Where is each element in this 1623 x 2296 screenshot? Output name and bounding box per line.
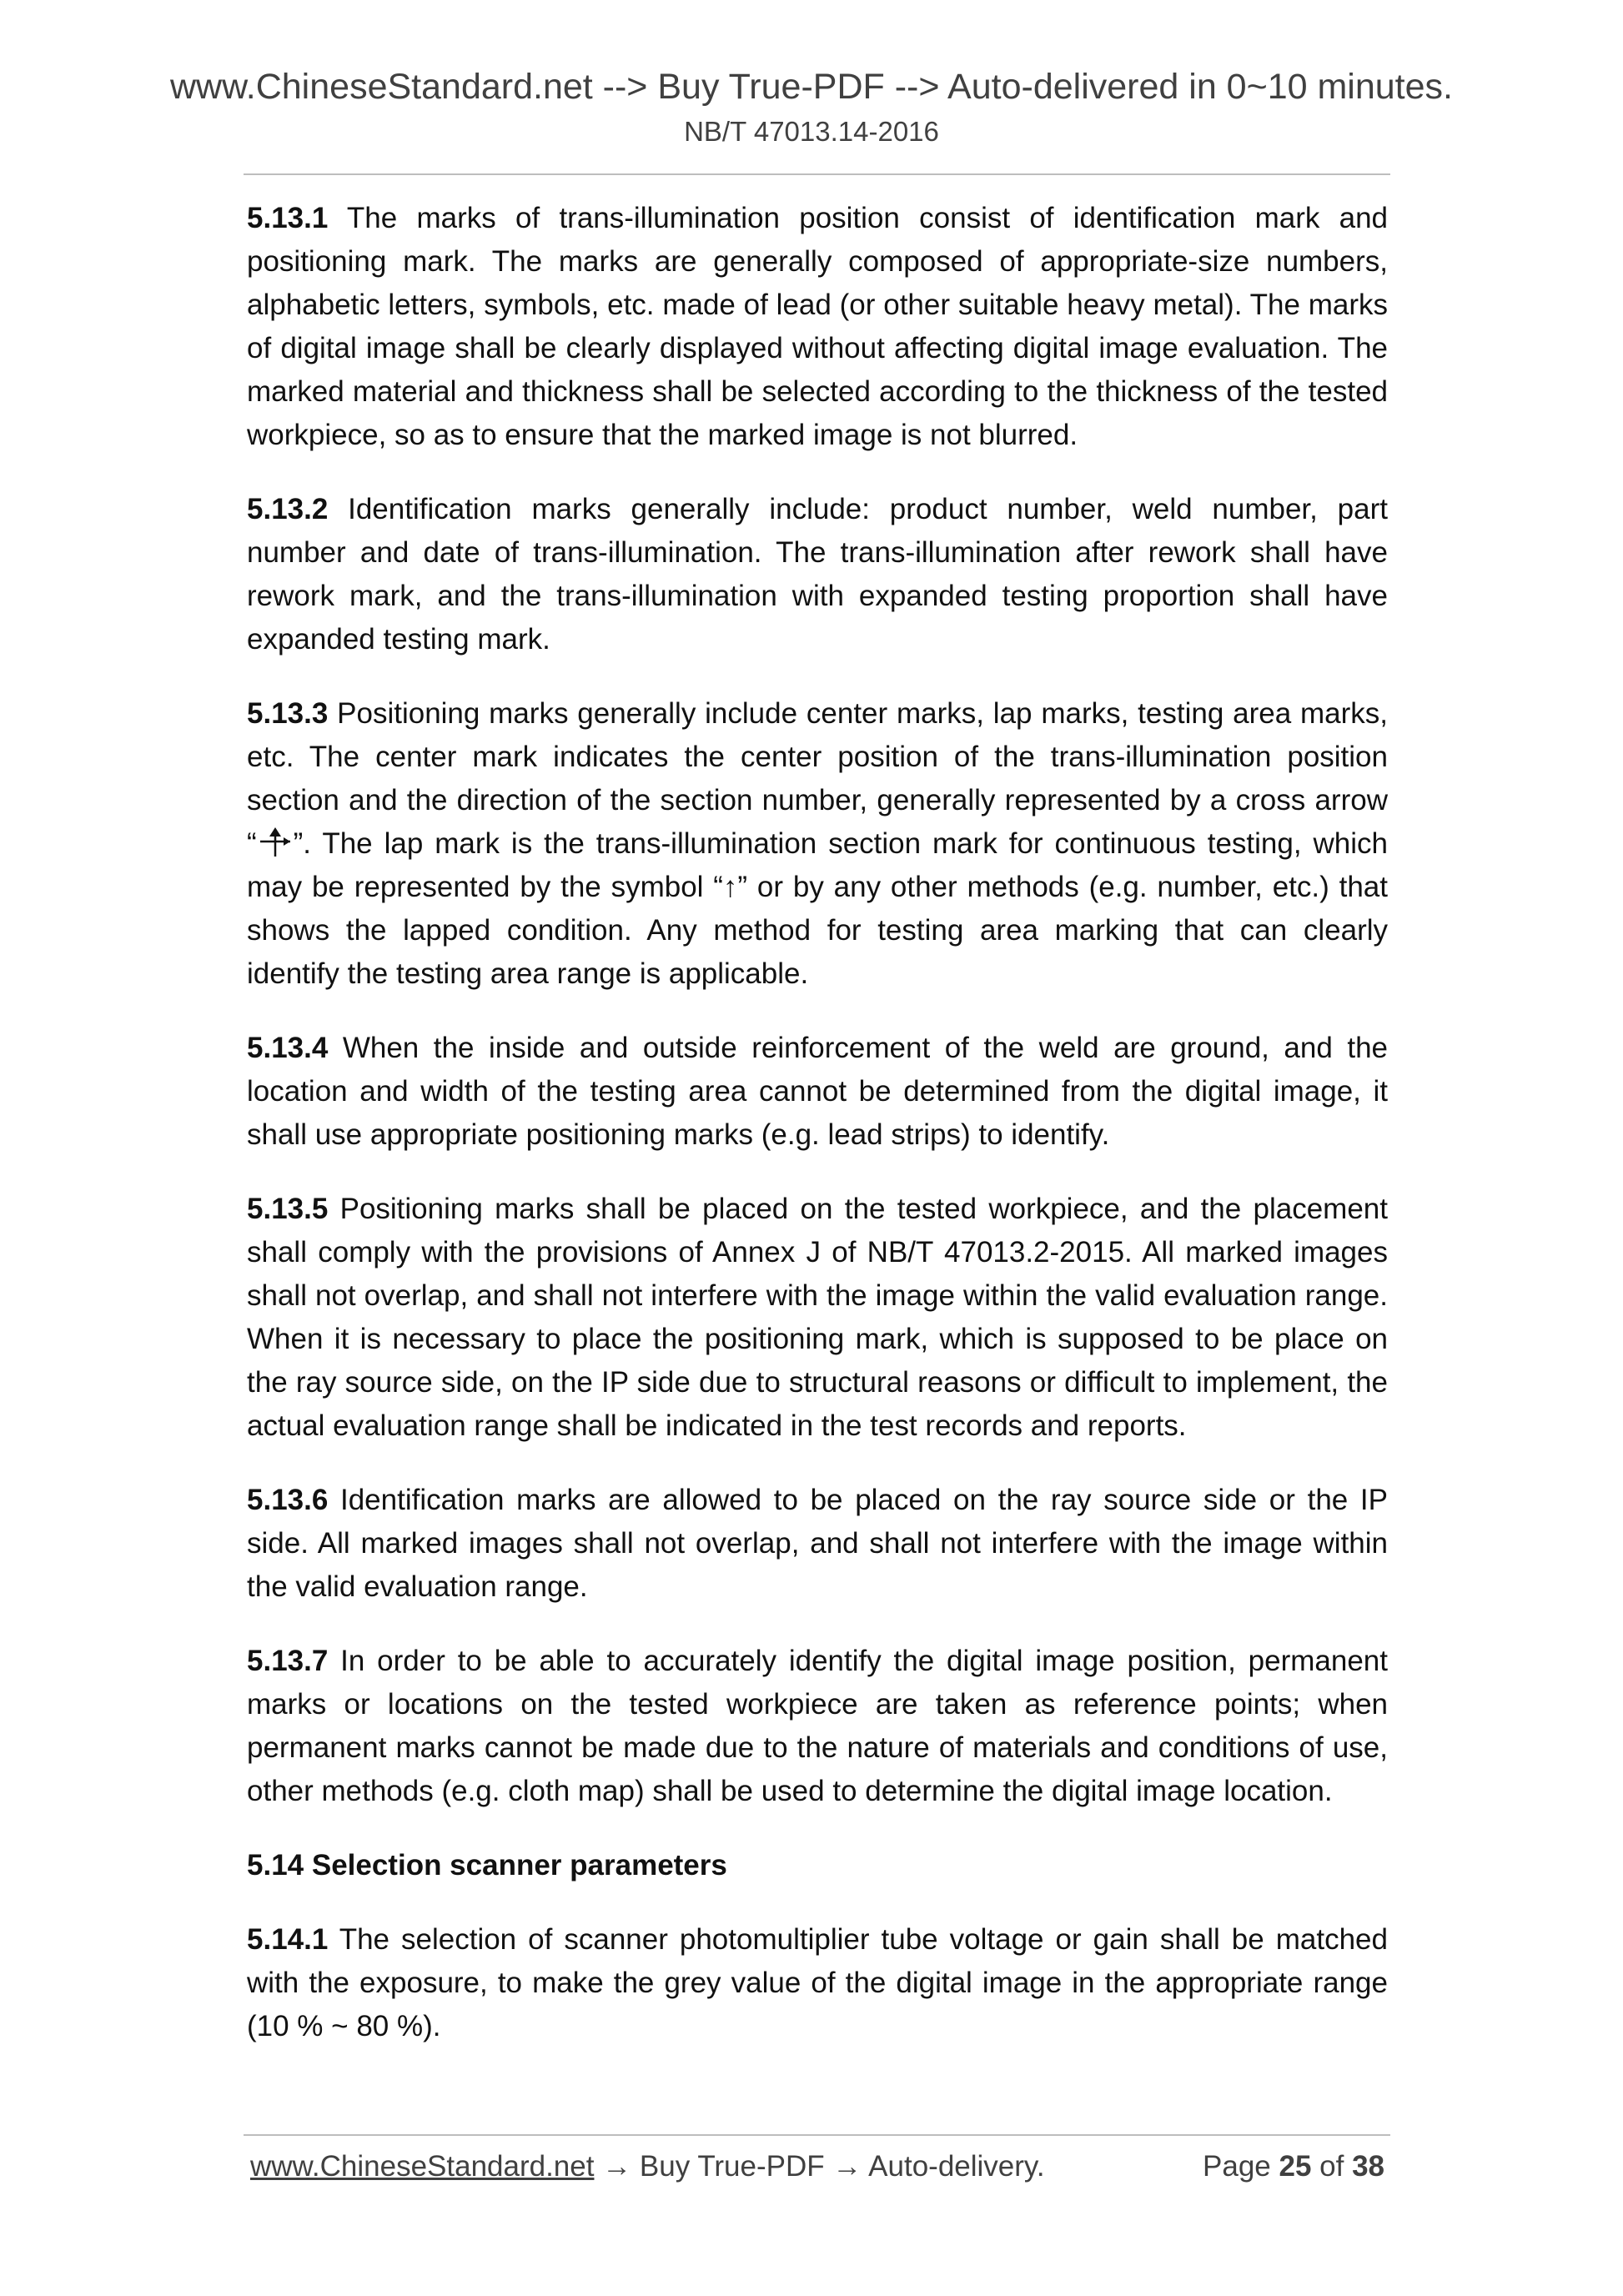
clause-number: 5.13.6 bbox=[247, 1484, 329, 1516]
clause-text: When the inside and outside reinforcement of the weld are ground, and the location and width of the testing area cannot be determined from the digital image, it shall use appropriate positioning marks (e.g. lead strips) to identify. bbox=[247, 1032, 1388, 1151]
clause-text: Positioning marks shall be placed on the tested workpiece, and the placement shall comply with the provisions of Annex J of NB/T 47013.2-2015. All marked images shall not overlap, and shall not interfere with the image within the valid evaluation range. When it is necessary to place the positioning mark, which is supposed to be place on the ray source side, on the IP side due to structural reasons or difficult to implement, the actual evaluation range shall be indicated in the test records and reports. bbox=[247, 1193, 1388, 1442]
clause-5-13-5 bbox=[247, 1188, 1388, 1448]
page-of-label: of bbox=[1311, 2150, 1353, 2183]
clause-text-continued: ”. The lap mark is the trans-illumination section mark for continuous testing, which may be represented by the symbol “↑” or by any other methods (e.g. number, etc.) that shows the lapped condition. Any method for testing area marking that can clearly identify the testing area range is applicable. bbox=[247, 827, 1388, 990]
clause-5-13-3 bbox=[247, 692, 1388, 996]
page-number: 25 bbox=[1279, 2150, 1312, 2183]
page-label: Page bbox=[1203, 2150, 1279, 2183]
clause-5-13-4 bbox=[247, 1027, 1388, 1157]
header-divider bbox=[244, 173, 1390, 175]
standard-code: NB/T 47013.14-2016 bbox=[684, 116, 939, 147]
clause-text: The marks of trans-illumination position consist of identification mark and positioning mark. The marks are generally composed of appropriate-size numbers, alphabetic letters, symbols, etc. made of lead (or other suitable heavy metal). The marks of digital image shall be clearly displayed without affecting digital image evaluation. The marked material and thickness shall be selected according to the thickness of the tested workpiece, so as to ensure that the marked image is not blurred. bbox=[247, 202, 1388, 451]
clause-number: 5.13.7 bbox=[247, 1645, 329, 1677]
clause-5-13-1 bbox=[247, 197, 1388, 457]
clause-text: Identification marks generally include: product number, weld number, part number and date of trans-illumination. The trans-illumination after rework shall have rework mark, and the trans-illumination with expanded testing proportion shall have expanded testing mark. bbox=[247, 493, 1388, 656]
clause-5-14-1 bbox=[247, 1918, 1388, 2048]
footer-site-link[interactable]: www.ChineseStandard.net bbox=[250, 2150, 595, 2183]
page-total: 38 bbox=[1352, 2150, 1384, 2183]
page-indicator bbox=[1203, 2150, 1384, 2183]
clause-number: 5.13.1 bbox=[247, 202, 329, 234]
page-header bbox=[0, 65, 1623, 150]
clause-number: 5.13.2 bbox=[247, 493, 329, 525]
clause-text: Positioning marks generally include center marks, lap marks, testing area marks, etc. The center mark indicates the center position of the trans-illumination position section and the direction of the section number, generally represented by a cross arrow “ bbox=[247, 697, 1388, 860]
clause-text: In order to be able to accurately identify the digital image position, permanent marks or locations on the tested workpiece are taken as reference points; when permanent marks cannot be made due to the nature of materials and conditions of use, other methods (e.g. cloth map) shall be used to determine the digital image location. bbox=[247, 1645, 1388, 1807]
clause-number: 5.14.1 bbox=[247, 1923, 329, 1956]
header-banner: www.ChineseStandard.net --> Buy True-PDF --> Auto-delivered in 0~10 minutes. bbox=[169, 67, 1453, 107]
clause-5-13-6 bbox=[247, 1479, 1388, 1609]
clause-5-13-7 bbox=[247, 1640, 1388, 1813]
footer-divider bbox=[244, 2134, 1390, 2136]
clause-5-13-2 bbox=[247, 488, 1388, 661]
footer-left bbox=[250, 2150, 1045, 2183]
clause-text: Identification marks are allowed to be placed on the ray source side or the IP side. All marked images shall not overlap, and shall not interfere with the image within the valid evaluation range. bbox=[247, 1484, 1388, 1603]
clause-number: 5.13.4 bbox=[247, 1032, 329, 1064]
clause-text: The selection of scanner photomultiplier tube voltage or gain shall be matched with the exposure, to make the grey value of the digital image in the appropriate range (10 % ~ 80 %). bbox=[247, 1923, 1388, 2042]
page-footer bbox=[250, 2150, 1384, 2192]
footer-tagline: → Buy True-PDF → Auto-delivery. bbox=[594, 2150, 1045, 2183]
cross-arrow-icon bbox=[257, 826, 294, 858]
document-body bbox=[247, 197, 1388, 2079]
section-heading-5-14: 5.14 Selection scanner parameters bbox=[247, 1849, 727, 1882]
clause-number: 5.13.5 bbox=[247, 1193, 329, 1225]
clause-number: 5.13.3 bbox=[247, 697, 329, 730]
